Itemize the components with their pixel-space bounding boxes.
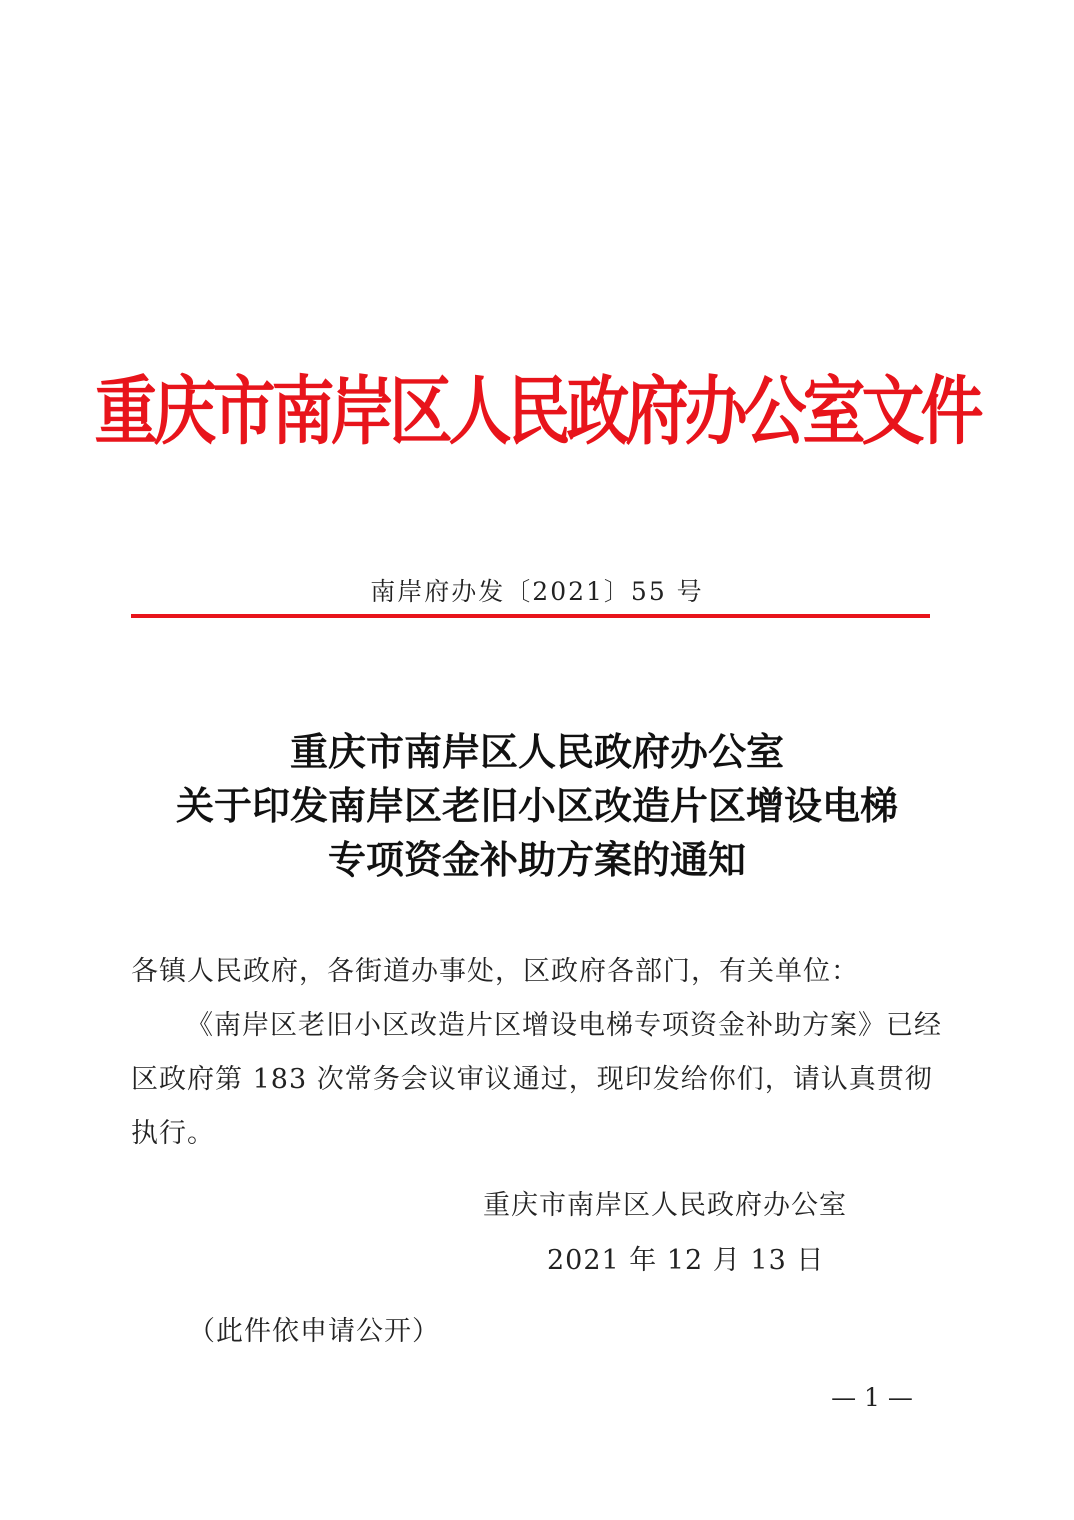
title-line-1: 重庆市南岸区人民政府办公室 bbox=[289, 729, 784, 774]
document-number: 南岸府办发〔2021〕55 号 bbox=[370, 577, 704, 606]
body-line-2: 区政府第 183 次常务会议审议通过，现印发给你们，请认真贯彻 bbox=[131, 1064, 933, 1095]
red-separator-line bbox=[131, 614, 930, 618]
issuer-signature: 重庆市南岸区人民政府办公室 bbox=[483, 1190, 847, 1221]
page-number: — 1 — bbox=[831, 1383, 913, 1412]
title-line-3: 专项资金补助方案的通知 bbox=[327, 837, 746, 882]
body-line-1: 《南岸区老旧小区改造片区增设电梯专项资金补助方案》已经 bbox=[186, 1010, 942, 1041]
issue-date: 2021 年 12 月 13 日 bbox=[547, 1245, 825, 1276]
salutation: 各镇人民政府，各街道办事处，区政府各部门，有关单位： bbox=[131, 956, 859, 987]
document-masthead: 重庆市南岸区人民政府办公室文件 bbox=[94, 367, 980, 455]
title-line-2: 关于印发南岸区老旧小区改造片区增设电梯 bbox=[175, 783, 898, 828]
document-title bbox=[0, 725, 1074, 887]
disclosure-note: （此件依申请公开） bbox=[188, 1316, 440, 1347]
body-line-3: 执行。 bbox=[131, 1118, 215, 1149]
